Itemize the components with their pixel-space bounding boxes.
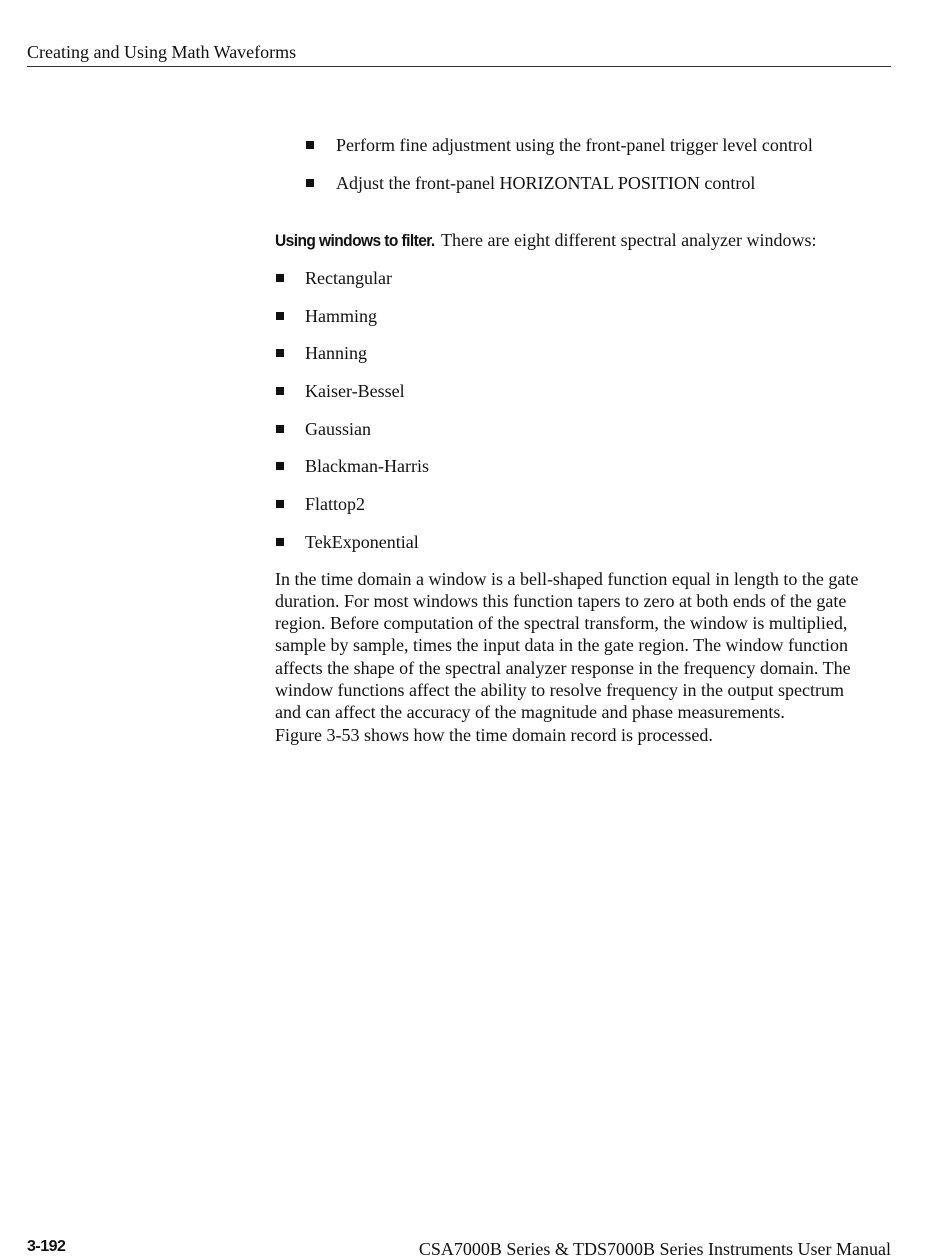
header-section-title: Creating and Using Math Waveforms [27,42,297,62]
list-item [275,342,895,380]
square-bullet-icon [276,425,284,433]
run-in-heading: Using windows to filter. [275,232,435,250]
list-item [305,134,813,172]
window-types-list [275,267,895,569]
window-name: TekExponential [305,531,419,552]
list-item [305,172,813,210]
paragraph-line: sample by sample, times the input data in the gate region. The window function [275,635,849,656]
window-description-paragraph [275,568,895,746]
figure-reference-line: Figure 3-53 shows how the time domain record is processed. [275,724,713,745]
list-item [275,305,895,343]
list-item [275,531,895,569]
page-number: 3-192 [27,1238,66,1255]
paragraph-line: and can affect the accuracy of the magnitude and phase measurements. [275,702,785,723]
paragraph-line: affects the shape of the spectral analyzer response in the frequency domain. The [275,657,851,678]
square-bullet-icon [306,141,314,149]
window-name: Flattop2 [305,494,366,515]
window-name: Hamming [305,305,377,326]
list-item-text: Adjust the front-panel HORIZONTAL POSITION control [336,173,756,193]
square-bullet-icon [276,462,284,470]
paragraph-line: region. Before computation of the spectral transform, the window is multiplied, [275,613,848,634]
procedure-bullet-list [305,134,813,210]
paragraph-line: duration. For most windows this function tapers to zero at both ends of the gate [275,590,847,611]
list-item [275,455,895,493]
window-name: Hanning [305,343,367,364]
square-bullet-icon [276,312,284,320]
list-item [275,493,895,531]
square-bullet-icon [276,538,284,546]
square-bullet-icon [306,179,314,187]
intro-text: There are eight different spectral analyzer windows: [436,230,817,250]
square-bullet-icon [276,500,284,508]
paragraph-line: window functions affect the ability to resolve frequency in the output spectrum [275,679,845,700]
list-item-text: Perform fine adjustment using the front-panel trigger level control [336,135,813,155]
window-name: Gaussian [305,418,371,439]
window-name: Rectangular [305,268,392,288]
square-bullet-icon [276,274,284,282]
manual-title: CSA7000B Series & TDS7000B Series Instruments User Manual [418,1239,891,1259]
paragraph-line: In the time domain a window is a bell-shaped function equal in length to the gate [275,568,859,589]
windows-section [275,229,895,746]
square-bullet-icon [276,349,284,357]
window-name: Blackman-Harris [305,456,429,477]
square-bullet-icon [276,387,284,395]
list-item [275,380,895,418]
windows-intro [275,229,895,252]
list-item [275,418,895,456]
window-name: Kaiser-Bessel [305,381,405,402]
running-header [27,41,891,67]
list-item [275,267,895,305]
